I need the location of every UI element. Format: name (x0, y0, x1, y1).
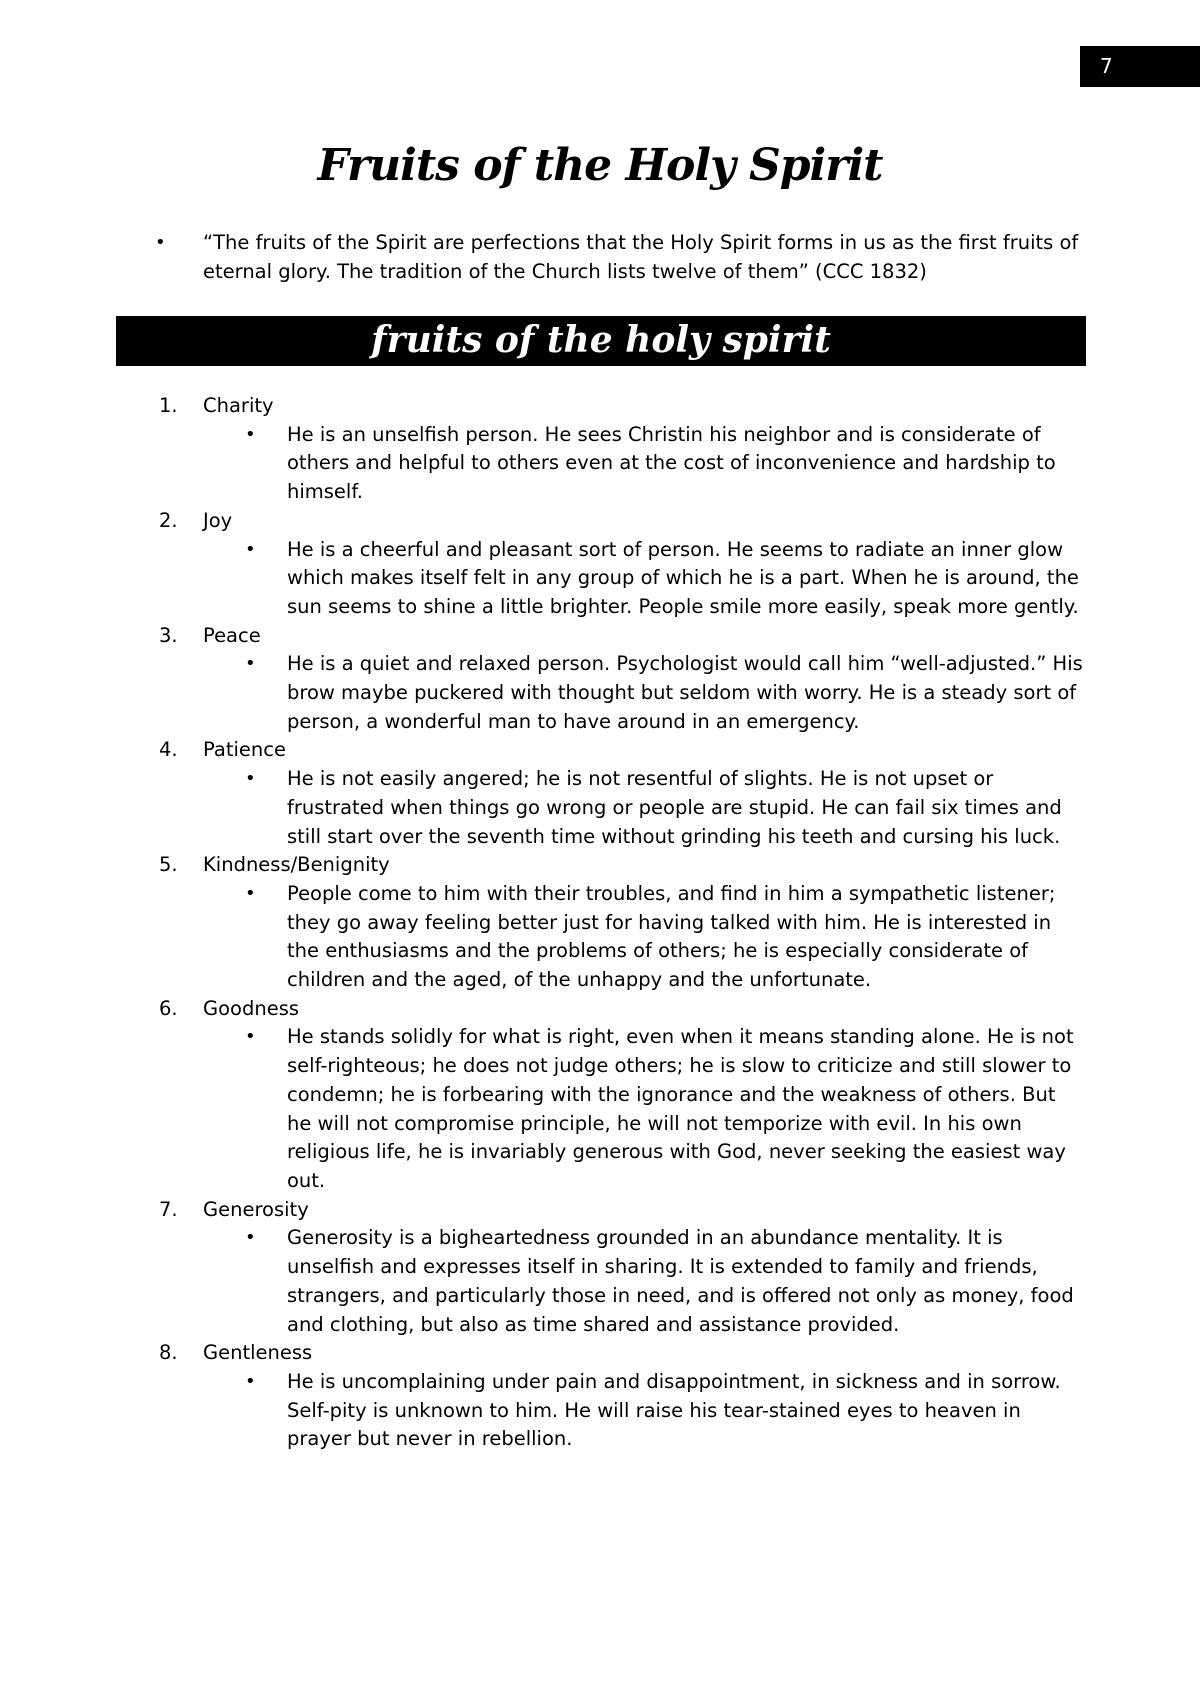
fruit-number: 7. (159, 1197, 178, 1221)
fruit-name: Gentleness (203, 1341, 313, 1365)
fruit-item-joy (155, 507, 1085, 622)
bullet-dot: • (245, 768, 256, 790)
fruits-list (155, 392, 1085, 1454)
fruit-description (155, 421, 1085, 507)
page-number: 7 (1080, 46, 1200, 87)
section-heading-banner: fruits of the holy spirit (116, 316, 1086, 366)
bullet-dot: • (245, 653, 256, 675)
fruit-heading (155, 507, 1085, 536)
fruit-name: Patience (203, 738, 286, 762)
fruit-description-text: He is a quiet and relaxed person. Psychologist would call him “well-adjusted.” His brow maybe puckered with thought but seldom with worry. He is a steady sort of person, a wonderful man to have around in an emergency. (287, 652, 1083, 733)
fruit-item-patience (155, 736, 1085, 851)
fruit-name: Generosity (203, 1197, 309, 1221)
fruit-heading (155, 736, 1085, 765)
fruit-description (155, 880, 1085, 995)
fruit-name: Charity (203, 394, 274, 417)
fruit-description-text: People come to him with their troubles, and find in him a sympathetic listener; they go away feeling better just for having talked with him. He is interested in the enthusiasms and the problems of others; he is especially considerate of children and the aged, of the unhappy and the unfortunate. (287, 881, 1056, 992)
fruit-heading (155, 1339, 1085, 1368)
fruit-description (155, 1023, 1085, 1195)
fruit-description (155, 765, 1085, 851)
fruit-description (155, 536, 1085, 622)
fruit-name: Goodness (203, 996, 300, 1020)
fruit-number: 4. (159, 738, 178, 762)
fruit-item-peace (155, 622, 1085, 737)
fruit-item-gentleness (155, 1339, 1085, 1454)
fruit-description (155, 650, 1085, 736)
fruit-description-text: Generosity is a bigheartedness grounded in an abundance mentality. It is unselfish and expresses itself in sharing. It is extended to family and friends, strangers, and particularly those in need, and is offered not only as money, food and clothing, but also as time shared and assistance provided. (287, 1226, 1074, 1336)
fruit-item-goodness (155, 995, 1085, 1196)
fruit-name: Kindness/Benignity (203, 853, 390, 877)
fruit-item-charity (155, 392, 1085, 507)
fruit-heading (155, 622, 1085, 651)
fruit-description (155, 1368, 1085, 1454)
fruit-description-text: He is uncomplaining under pain and disappointment, in sickness and in sorrow. Self-pity is unknown to him. He will raise his tear-stained eyes to heaven in prayer but never in rebellion. (287, 1369, 1061, 1451)
fruit-description-text: He is a cheerful and pleasant sort of person. He seems to radiate an inner glow which makes itself felt in any group of which he is a part. When he is around, the sun seems to shine a little brighter. People smile more easily, speak more gently. (287, 537, 1079, 618)
fruit-heading (155, 1196, 1085, 1225)
fruit-heading (155, 392, 1085, 421)
fruit-item-generosity (155, 1196, 1085, 1340)
fruit-name: Joy (203, 508, 233, 532)
fruit-number: 3. (159, 623, 178, 647)
fruit-heading (155, 851, 1085, 880)
fruit-number: 6. (159, 996, 178, 1020)
bullet-dot: • (245, 423, 256, 445)
bullet-dot: • (245, 1227, 256, 1249)
fruit-description (155, 1224, 1085, 1339)
fruit-description-text: He stands solidly for what is right, even when it means standing alone. He is not self-righteous; he does not judge others; he is slow to criticize and still slower to condemn; he is forbearing with the ignorance and the weakness of others. But he will not compromise principle, he will not temporize with evil. In his own religious life, he is invariably generous with God, never seeking the easiest way out. (287, 1025, 1074, 1192)
bullet-dot: • (245, 538, 256, 560)
bullet-dot: • (245, 1370, 256, 1392)
fruit-heading (155, 995, 1085, 1024)
fruit-number: 8. (159, 1341, 178, 1365)
fruit-number: 1. (159, 394, 178, 417)
fruit-description-text: He is not easily angered; he is not resentful of slights. He is not upset or frustrated when things go wrong or people are stupid. He can fail six times and still start over the seventh time without grinding his teeth and cursing his luck. (287, 767, 1062, 848)
intro-quote (155, 228, 1095, 286)
fruit-description-text: He is an unselfish person. He sees Christin his neighbor and is considerate of others and helpful to others even at the cost of inconvenience and hardship to himself. (287, 422, 1056, 504)
bullet-dot: • (245, 1026, 256, 1048)
fruit-item-kindness (155, 851, 1085, 995)
intro-bullet: • (155, 232, 166, 253)
intro-quote-text: “The fruits of the Spirit are perfections that the Holy Spirit forms in us as the first fruits of eternal glory. The tradition of the Church lists twelve of them” (CCC 1832) (203, 231, 1079, 283)
bullet-dot: • (245, 882, 256, 904)
fruit-name: Peace (203, 623, 261, 647)
fruit-number: 5. (159, 853, 178, 877)
fruit-number: 2. (159, 508, 178, 532)
page-title: Fruits of the Holy Spirit (317, 140, 883, 191)
